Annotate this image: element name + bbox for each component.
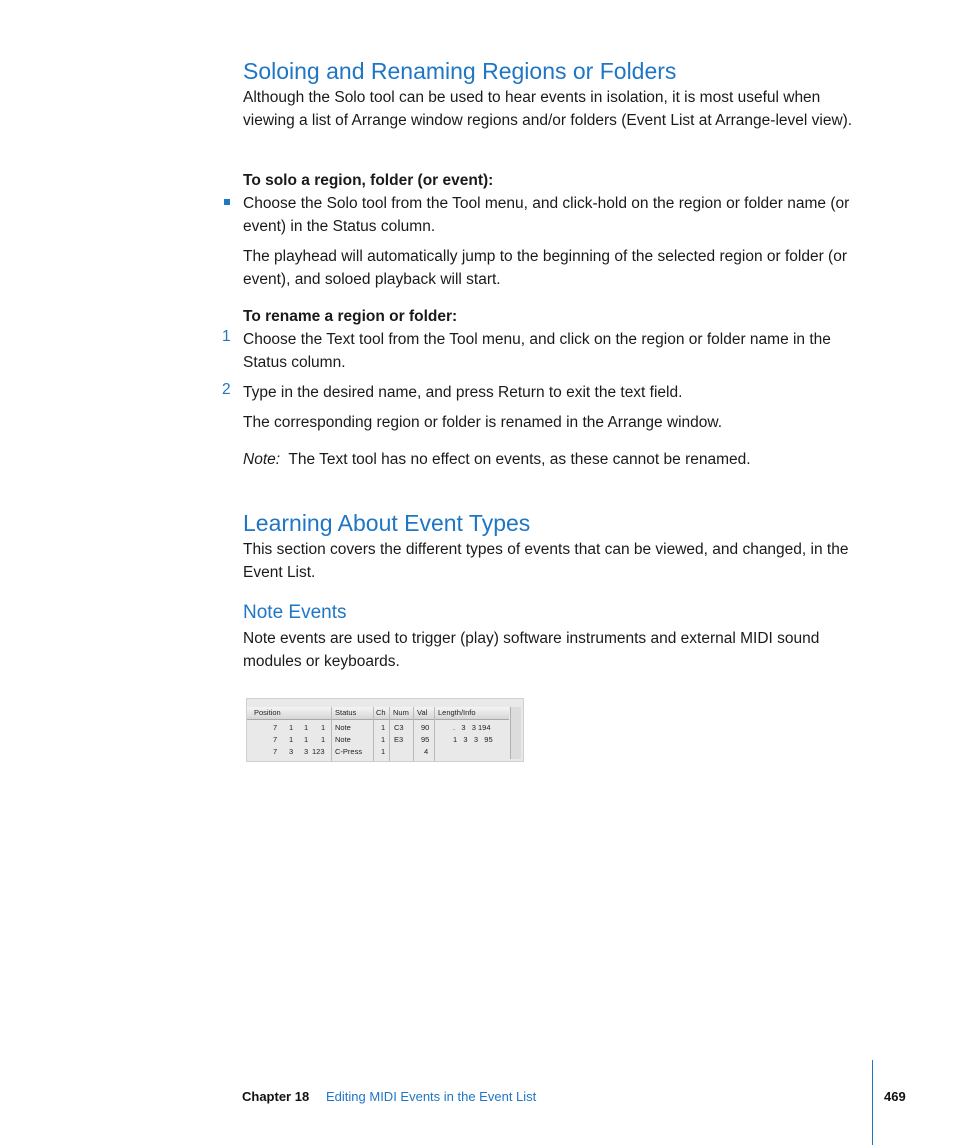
cell-status: Note — [335, 723, 351, 732]
pos-division: 1 — [304, 735, 309, 744]
footer-divider — [872, 1060, 873, 1145]
event-list-scrollbar — [510, 707, 521, 759]
table-row — [247, 722, 509, 733]
task-heading-rename: To rename a region or folder: — [243, 308, 458, 325]
note-paragraph — [243, 448, 868, 471]
section-title-event-types: Learning About Event Types — [243, 510, 531, 536]
cell-info: 1 3 3 95 — [453, 735, 493, 744]
pos-tick: 1 — [321, 735, 326, 744]
cell-val: 4 — [424, 747, 429, 756]
cell-num: E3 — [394, 735, 404, 744]
column-divider — [373, 707, 374, 761]
event-list-header — [247, 707, 509, 720]
step-1-text: Choose the Text tool from the Tool menu, and click on the region or folder name in the Status column. — [243, 331, 831, 371]
pos-beat: 3 — [289, 747, 294, 756]
cell-num: C3 — [394, 723, 404, 732]
header-length-info: Length/Info — [438, 708, 476, 717]
pos-tick: 1 — [321, 723, 326, 732]
footer-chapter-title: Editing MIDI Events in the Event List — [326, 1089, 537, 1104]
header-ch: Ch — [376, 708, 386, 717]
cell-status: C-Press — [335, 747, 363, 756]
bullet-square-icon — [224, 199, 230, 205]
subsection-title-note-events: Note Events — [243, 602, 347, 623]
section-title-soloing: Soloing and Renaming Regions or Folders — [243, 58, 677, 84]
cell-status: Note — [335, 735, 351, 744]
solo-bullet-text: Choose the Solo tool from the Tool menu, and click-hold on the region or folder name (or event) in the Status column. — [243, 195, 850, 235]
header-val: Val — [417, 708, 428, 717]
task-heading-solo: To solo a region, folder (or event): — [243, 172, 494, 189]
header-position: Position — [254, 708, 281, 717]
solo-result-text: The playhead will automatically jump to the beginning of the selected region or folder (or event), and soloed playback will start. — [243, 248, 847, 288]
header-num: Num — [393, 708, 409, 717]
cell-ch: 1 — [381, 735, 386, 744]
table-row — [247, 734, 509, 745]
pos-bar: 7 — [273, 735, 278, 744]
column-divider — [434, 707, 435, 761]
pos-division: 1 — [304, 723, 309, 732]
header-status: Status — [335, 708, 357, 717]
paragraph-intro-event-types: This section covers the different types of events that can be viewed, and changed, in the Event List. — [243, 541, 849, 581]
cell-ch: 1 — [381, 723, 386, 732]
pos-bar: 7 — [273, 723, 278, 732]
pos-beat: 1 — [289, 735, 294, 744]
pos-bar: 7 — [273, 747, 278, 756]
column-divider — [389, 707, 390, 761]
cell-info: . 3 3 194 — [453, 723, 491, 732]
step-number-1: 1 — [222, 328, 231, 345]
step-2-text: Type in the desired name, and press Return to exit the text field. — [243, 384, 683, 401]
pos-division: 3 — [304, 747, 309, 756]
cell-ch: 1 — [381, 747, 386, 756]
footer-chapter: Chapter 18 — [242, 1089, 310, 1104]
footer-page-number: 469 — [884, 1089, 906, 1104]
pos-beat: 1 — [289, 723, 294, 732]
step-number-2: 2 — [222, 381, 231, 398]
note-text: The Text tool has no effect on events, as these cannot be renamed. — [288, 451, 751, 468]
cell-val: 90 — [421, 723, 430, 732]
event-list-screenshot — [246, 698, 524, 762]
paragraph-intro-soloing: Although the Solo tool can be used to hear events in isolation, it is most useful when viewing a list of Arrange window regions and/or folders (Event List at Arrange-level view). — [243, 89, 853, 129]
rename-result-text: The corresponding region or folder is renamed in the Arrange window. — [243, 414, 723, 431]
cell-val: 95 — [421, 735, 430, 744]
table-row — [247, 746, 509, 757]
column-divider — [413, 707, 414, 761]
note-label: Note: — [243, 451, 281, 468]
column-divider — [331, 707, 332, 761]
paragraph-note-events: Note events are used to trigger (play) software instruments and external MIDI sound modules or keyboards. — [243, 630, 820, 670]
pos-tick: 123 — [312, 747, 325, 756]
